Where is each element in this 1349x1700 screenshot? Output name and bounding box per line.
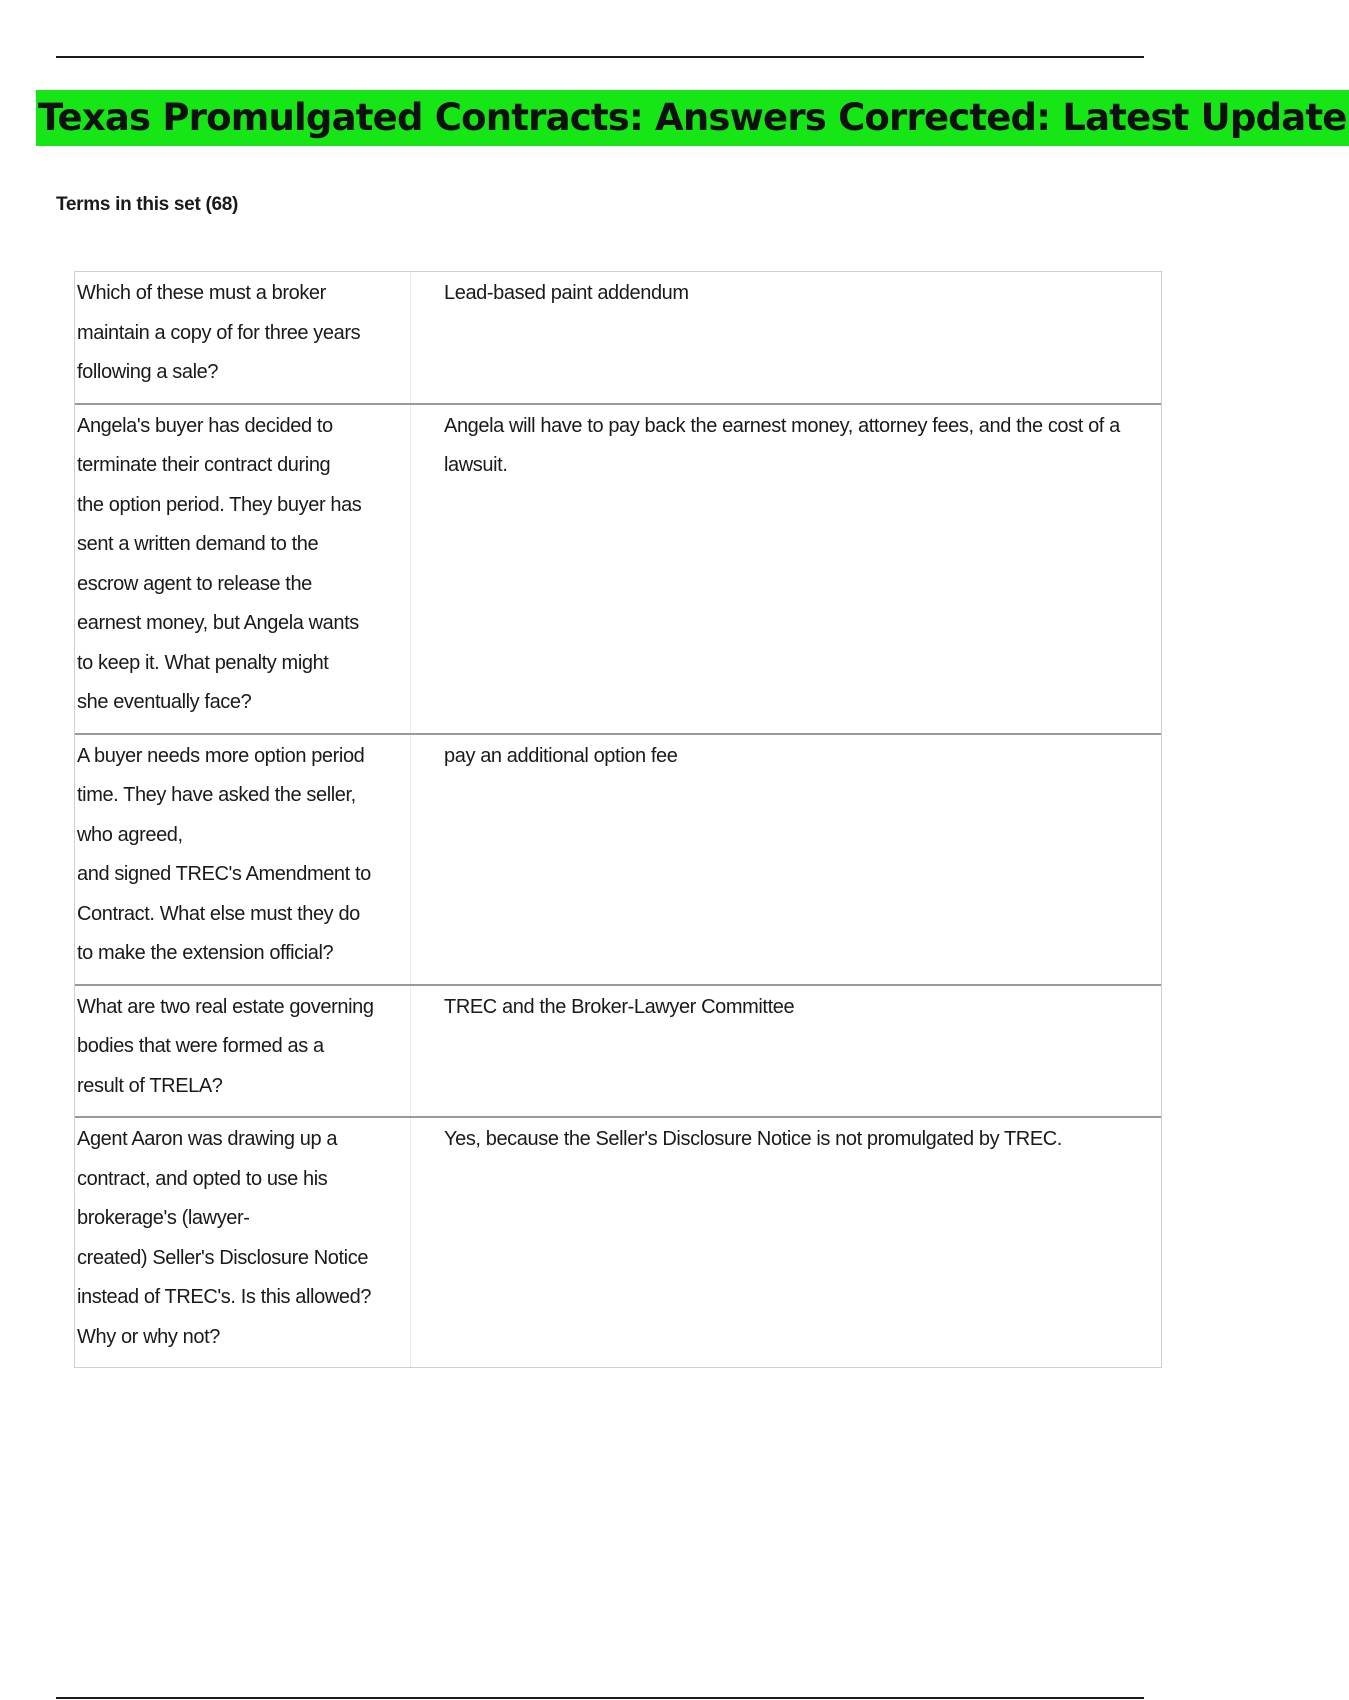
term-row xyxy=(75,403,1161,733)
term-answer: Yes, because the Seller's Disclosure Notice is not promulgated by TREC. xyxy=(444,1128,1062,1150)
header-rule xyxy=(56,56,1144,58)
terms-table xyxy=(74,271,1162,1368)
term-question: Angela's buyer has decided to terminate their contract during the option period. They buyer has sent a written demand to the escrow agent to release the earnest money, but Angela wants to keep it. What penalty might she eventually face? xyxy=(75,405,411,733)
term-question: A buyer needs more option period time. They have asked the seller, who agreed, and signed TREC's Amendment to Contract. What else must they do to make the extension official? xyxy=(75,735,411,984)
term-row xyxy=(75,733,1161,984)
term-row xyxy=(75,272,1161,403)
term-answer: pay an additional option fee xyxy=(444,744,678,767)
term-question: Agent Aaron was drawing up a contract, and opted to use his brokerage's (lawyer- created) Seller's Disclosure Notice instead of TREC's. Is this allowed? Why or why not? xyxy=(75,1118,411,1367)
term-row xyxy=(75,984,1161,1117)
footer-rule xyxy=(56,1697,1144,1699)
terms-count-label: Terms in this set (68) xyxy=(56,194,239,215)
term-question: Which of these must a broker maintain a copy of for three years following a sale? xyxy=(75,272,411,403)
term-answer: Lead-based paint addendum xyxy=(444,282,689,304)
document-title: Texas Promulgated Contracts: Answers Corrected: Latest Update xyxy=(36,90,1349,146)
term-row xyxy=(75,1116,1161,1367)
term-question: What are two real estate governing bodies that were formed as a result of TRELA? xyxy=(75,986,411,1117)
term-answer: TREC and the Broker-Lawyer Committee xyxy=(444,995,795,1018)
term-answer: Angela will have to pay back the earnest money, attorney fees, and the cost of a lawsuit. xyxy=(444,414,1120,476)
